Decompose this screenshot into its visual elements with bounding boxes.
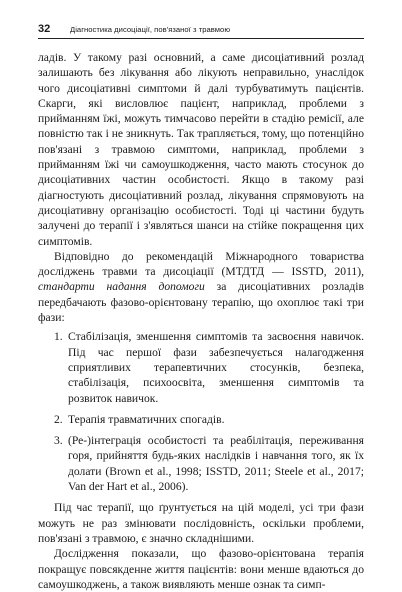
paragraph-research: Дослідження показали, що фазово-орієнтована терапія покращує повсякденне життя пацієнтів: вони менше вдаються до самоушкоджень, а також виявляють менше ознак та симп- xyxy=(38,547,364,591)
page-header xyxy=(38,24,364,39)
list-item xyxy=(38,329,364,405)
list-item xyxy=(38,433,364,494)
paragraph-continuation: ладів. У такому разі основний, а саме дисоціативний розлад залишають без лікування або лікують неправильно, унаслідок чого дисоціативні симптоми й далі турбуватимуть пацієнтів. Скарги, які висловлює пацієнт, наприклад, проблеми з прийманням їжі, можуть тимчасово перейти в стадію ремісії, але повністю так і не зникнуть. Так трапляється, тому, що потенційно пов'язані з травмою симптоми, наприклад, проблеми з прийманням їжі чи самоушкодження, часто мають стосунок до дисоціативних частин особистості. Якщо в такому разі діагностують дисоціативний розлад, лікування спрямовують на дисоціативну організацію особистості. Тоді ці частини будуть залучені до терапії і з'являться шанси на стійке покращення цих симптомів. xyxy=(38,51,364,248)
list-item-number: 3. xyxy=(54,434,63,448)
phases-list xyxy=(38,329,364,494)
paragraph-text: за дисоціативних розладів передбачають фазово-орієнтовану терапію, що охоплює такі три фази: xyxy=(38,280,364,325)
list-item-number: 2. xyxy=(54,412,63,426)
page-body xyxy=(38,50,364,592)
paragraph-model: Під час терапії, що ґрунтується на цій моделі, усі три фази можуть не раз змінювати послідовність, оскільки проблеми, пов'язані з травмою, є значно складнішими. xyxy=(38,501,364,545)
list-item-number: 1. xyxy=(54,330,63,344)
list-item-text: Стабілізація, зменшення симптомів та засвоєння навичок. Під час першої фази забезпечується налагодження сприятливих терапевтичних стосунків, безпека, стабілізація, психоосвіта, зменшення симптомів та розвиток навичок. xyxy=(68,330,364,405)
emphasis-text: стандарти надання допомоги xyxy=(38,280,205,294)
list-item xyxy=(38,412,364,427)
page-number: 32 xyxy=(38,23,51,35)
list-item-text: Терапія травматичних спогадів. xyxy=(68,412,225,426)
running-title: Діагностика дисоціації, пов'язаної з травмою xyxy=(70,25,231,34)
paragraph-recommendations xyxy=(38,249,364,325)
paragraph-text: Відповідно до рекомендацій Міжнародного товариства досліджень травми та дисоціації (МТДТД — ISSTD, 2011), xyxy=(38,249,364,279)
list-item-text: (Ре-)інтеграція особистості та реабілітація, переживання горя, прийняття будь-яких наслідків і навчання того, як їх долати (Brown et al., 1998; ISSTD, 2011; Steele et al., 2017; Van der Hart et al., 2006). xyxy=(68,434,364,494)
